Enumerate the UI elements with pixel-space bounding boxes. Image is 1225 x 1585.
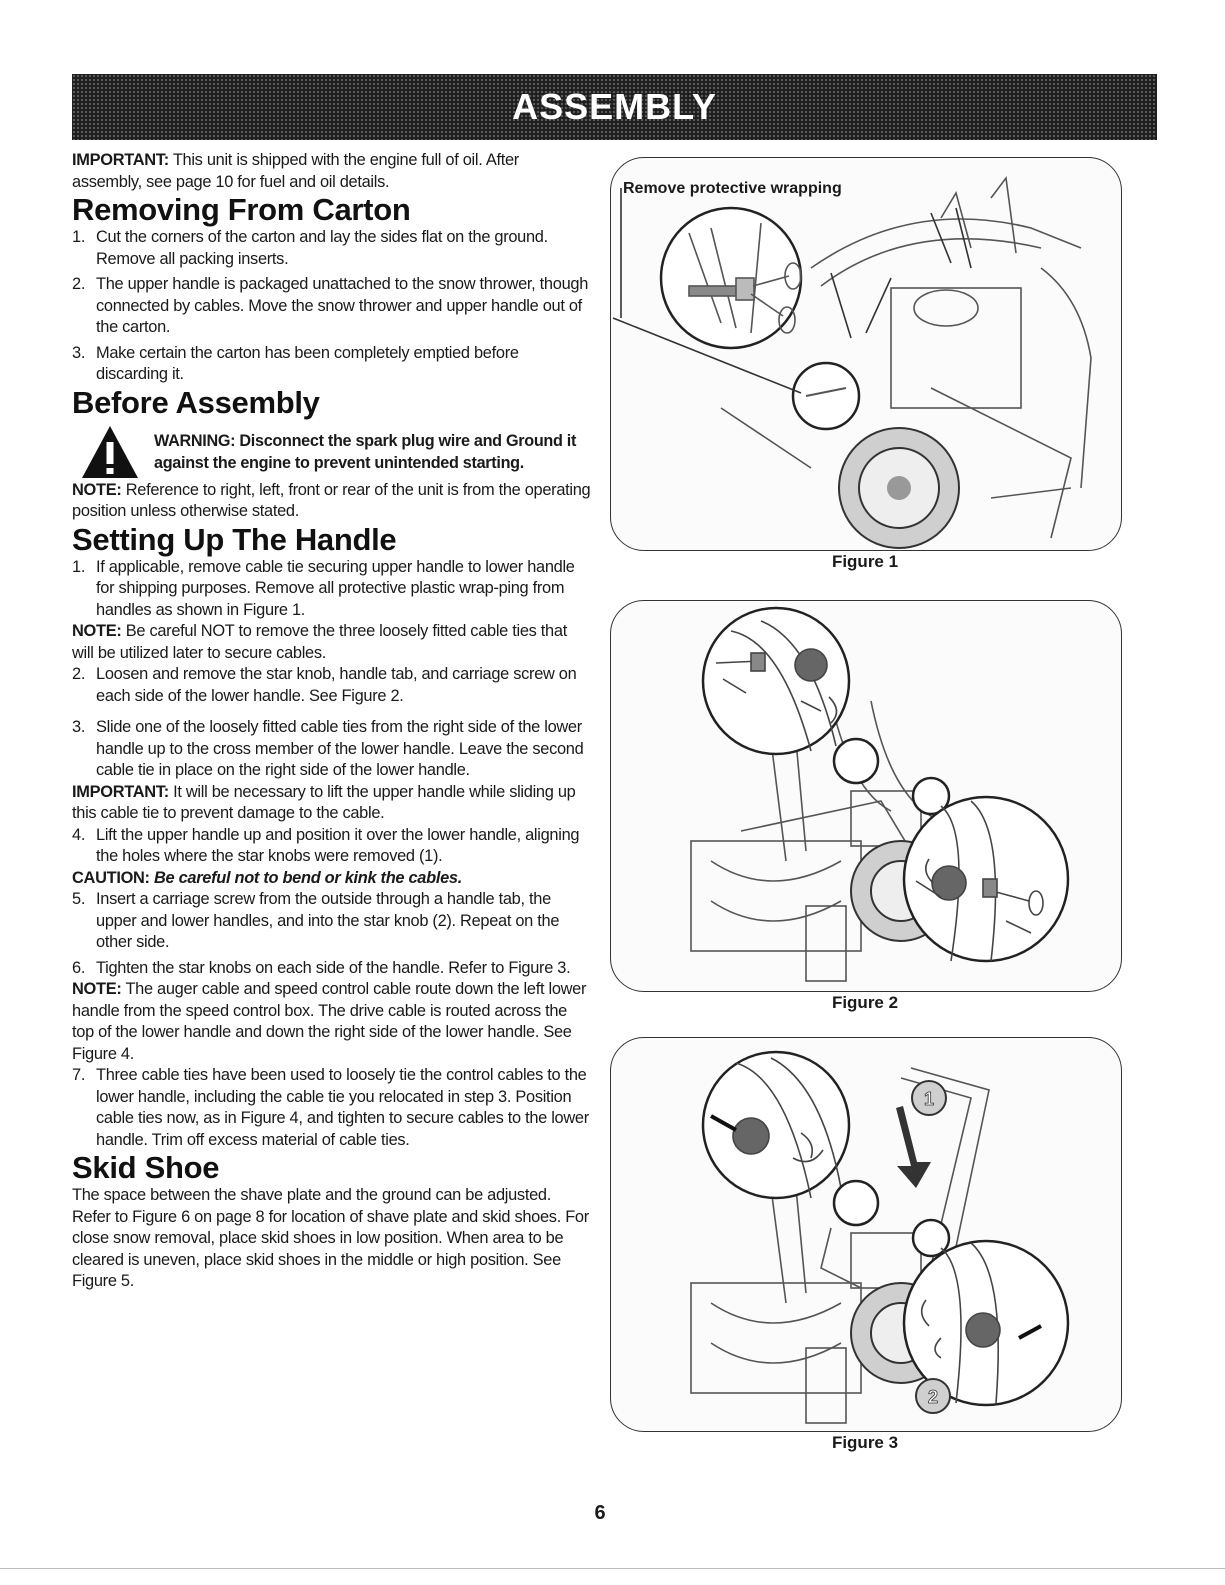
heading-skid-shoe: Skid Shoe bbox=[72, 1150, 220, 1185]
figure-1-callout: Remove protective wrapping bbox=[623, 180, 842, 197]
skid-shoe-paragraph: The space between the shave plate and the ground can be adjusted. Refer to Figure 6 on page 8 for location of shave plate and skid shoes. For close snow removal, place skid shoes in low position. When area to be cleared is uneven, place skid shoes in the middle or high position. See Figure 5. bbox=[72, 1186, 589, 1290]
note-paragraph: NOTE: Be careful NOT to remove the three loosely fitted cable ties that will be utilized later to secure cables. bbox=[72, 622, 567, 662]
handle-steps-b bbox=[72, 664, 592, 782]
handle-steps-d bbox=[72, 889, 592, 979]
list-item: 1. If applicable, remove cable tie securing upper handle to lower handle for shipping purposes. Remove all protective plastic wrap-ping from handles as shown in Figure 1. bbox=[72, 557, 575, 619]
figure-3 bbox=[610, 1037, 1122, 1432]
warning-text: WARNING: Disconnect the spark plug wire and Ground it against the engine to prevent unintended starting. bbox=[154, 431, 577, 472]
warning-triangle-icon bbox=[80, 424, 140, 480]
heading-before-assembly: Before Assembly bbox=[72, 384, 320, 420]
list-item: 3. Slide one of the loosely fitted cable ties from the right side of the lower handle up to the cross member of the lower handle. Leave the second cable tie in place on the right side of the lower handle. bbox=[72, 718, 584, 779]
handle-steps-c bbox=[72, 825, 592, 868]
figure-3-illustration bbox=[611, 1038, 1121, 1431]
list-item: 7. Three cable ties have been used to loosely tie the control cables to the lower handle, including the cable tie you relocated in step 3. Position cable ties now, as in Figure 4, and tighten to secure cables to the lower handle. Trim off excess material of cable ties. bbox=[72, 1066, 589, 1149]
figure-3-badge-1: 1 bbox=[923, 1089, 935, 1109]
list-item: 2. Loosen and remove the star knob, handle tab, and carriage screw on each side of the lower handle. See Figure 2. bbox=[72, 665, 577, 705]
caution-paragraph: CAUTION: Be careful not to bend or kink the cables. bbox=[72, 868, 462, 887]
figure-2-illustration bbox=[611, 601, 1121, 991]
list-item: 2. The upper handle is packaged unattached to the snow thrower, though connected by cables. Move the snow thrower and upper handle out of the carton. bbox=[72, 275, 589, 336]
bottom-rule bbox=[0, 1568, 1225, 1569]
important-label: IMPORTANT: bbox=[72, 151, 169, 169]
note-paragraph: NOTE: Reference to right, left, front or rear of the unit is from the operating position unless otherwise stated. bbox=[72, 480, 591, 520]
section-banner bbox=[72, 74, 1157, 140]
list-item: 6. Tighten the star knobs on each side of the handle. Refer to Figure 3. bbox=[72, 958, 571, 977]
figure-1 bbox=[610, 157, 1122, 551]
page-number: 6 bbox=[594, 1502, 606, 1524]
list-item: 4. Lift the upper handle up and position it over the lower handle, aligning the holes where the star knobs were removed (1). bbox=[72, 825, 580, 865]
heading-removing-from-carton: Removing From Carton bbox=[72, 192, 411, 227]
note-paragraph: NOTE: The auger cable and speed control cable route down the left lower handle from the speed control box. The drive cable is routed across the top of the lower handle and down the right side of the lower handle. See Figure 4. bbox=[72, 980, 587, 1063]
intro-paragraph bbox=[72, 150, 592, 193]
figure-2 bbox=[610, 600, 1122, 992]
handle-steps-a bbox=[72, 557, 592, 622]
figure-3-badge-2: 2 bbox=[927, 1387, 939, 1407]
figure-2-caption: Figure 2 bbox=[831, 993, 899, 1012]
list-item: 1. Cut the corners of the carton and lay the sides flat on the ground. Remove all packing inserts. bbox=[72, 228, 548, 268]
figure-1-caption: Figure 1 bbox=[831, 552, 899, 571]
list-item: 3. Make certain the carton has been completely emptied before discarding it. bbox=[72, 343, 519, 383]
figure-3-caption: Figure 3 bbox=[831, 1433, 899, 1452]
instructions-column bbox=[72, 150, 592, 1293]
important-paragraph: IMPORTANT: It will be necessary to lift the upper handle while sliding up this cable tie to prevent damage to the cable. bbox=[72, 782, 576, 822]
section-title: ASSEMBLY bbox=[512, 86, 717, 127]
list-item: 5. Insert a carriage screw from the outside through a handle tab, the upper and lower handles, and into the star knob (2). Repeat on the other side. bbox=[72, 890, 560, 951]
removing-steps bbox=[72, 227, 592, 386]
warning-block bbox=[72, 424, 592, 480]
heading-setting-up-the-handle: Setting Up The Handle bbox=[72, 521, 397, 557]
figure-1-illustration bbox=[611, 158, 1121, 550]
handle-steps-e bbox=[72, 1065, 592, 1151]
intro-text: This unit is shipped with the engine full of oil. After assembly, see page 10 for fuel and oil details. bbox=[72, 151, 519, 191]
